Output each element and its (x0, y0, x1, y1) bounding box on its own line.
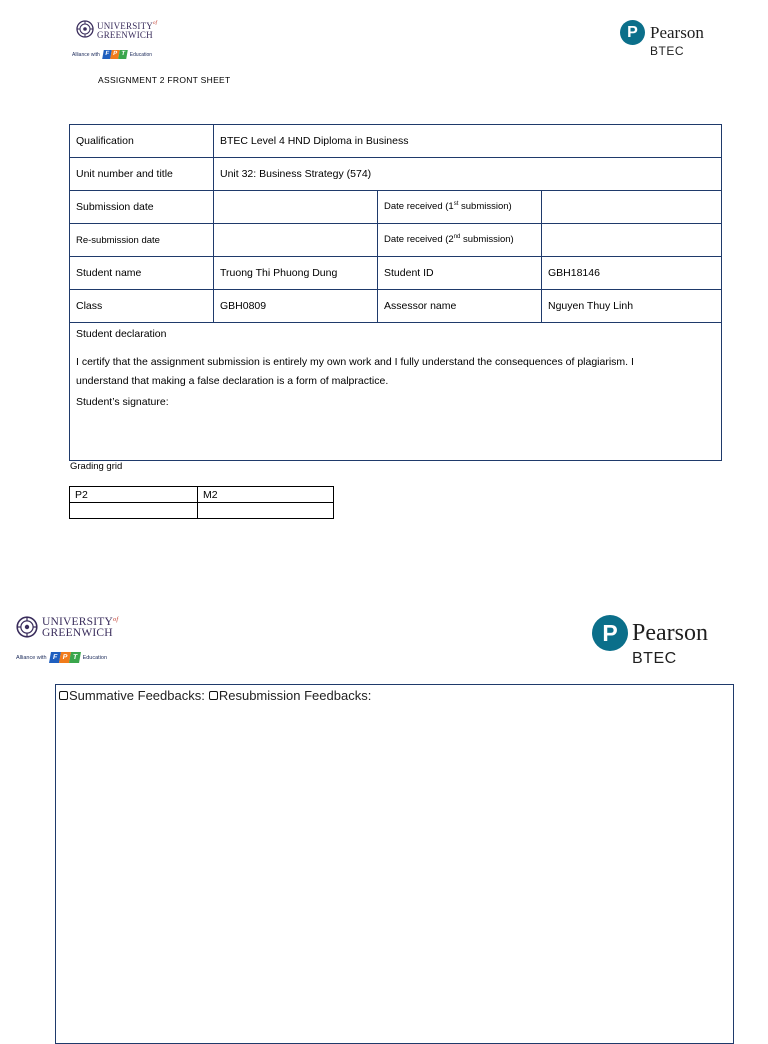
university-name-line1: UNIVERSITY (42, 616, 113, 628)
qualification-row (70, 125, 722, 158)
grade-header-m2: M2 (198, 487, 334, 503)
pearson-btec-logo (620, 20, 720, 60)
student-name-label: Student name (70, 257, 214, 290)
declaration-title: Student declaration (76, 328, 167, 340)
fpt-logo (103, 50, 127, 59)
resubmission-row (70, 224, 722, 257)
front-sheet-title: ASSIGNMENT 2 FRONT SHEET (98, 75, 231, 85)
summative-feedback-checkbox[interactable] (59, 691, 68, 700)
assessor-label: Assessor name (378, 290, 542, 323)
pearson-wordmark: Pearson (632, 620, 708, 646)
declaration-line-1: I certify that the assignment submission is entirely my own work and I fully understand the consequences of plagiarism. I (76, 356, 634, 368)
unit-value: Unit 32: Business Strategy (574) (214, 158, 722, 191)
submission-date-value (214, 191, 378, 224)
student-name-value: Truong Thi Phuong Dung (214, 257, 378, 290)
fpt-letter-p: P (59, 652, 71, 663)
university-name-line2: GREENWICH (97, 30, 153, 40)
submission-row (70, 191, 722, 224)
resubmission-date-value (214, 224, 378, 257)
pearson-wordmark: Pearson (650, 23, 704, 42)
fpt-letter-f: F (49, 652, 61, 663)
resubmission-date-label: Re-submission date (70, 224, 214, 257)
university-name-of: of (153, 21, 158, 26)
alliance-prefix: Alliance with (72, 51, 100, 58)
grading-grid-table (69, 486, 334, 519)
grading-grid-value-row (70, 503, 334, 519)
date-received-second-sup: nd (453, 234, 461, 241)
fpt-logo (50, 652, 80, 663)
student-row (70, 257, 722, 290)
alliance-suffix: Education (129, 51, 153, 58)
university-crest-icon (16, 616, 38, 638)
fpt-letter-p: P (110, 50, 120, 59)
btec-wordmark: BTEC (632, 650, 677, 667)
date-received-first-prefix: Date received (1 (384, 201, 454, 213)
qualification-label: Qualification (70, 125, 214, 158)
grading-grid-label: Grading grid (70, 461, 123, 472)
pearson-btec-logo-page2 (592, 615, 722, 671)
date-received-second-suffix: submission) (460, 234, 514, 246)
date-received-first-sup: st (453, 201, 459, 208)
date-received-first-label (378, 191, 542, 224)
grade-value-m2[interactable] (198, 503, 334, 519)
qualification-value: BTEC Level 4 HND Diploma in Business (214, 125, 722, 158)
student-id-label: Student ID (378, 257, 542, 290)
university-name-line2: GREENWICH (42, 627, 113, 639)
student-declaration-cell (70, 323, 722, 461)
declaration-line-2: understand that making a false declaration is a form of malpractice. (76, 375, 389, 387)
student-id-value: GBH18146 (542, 257, 722, 290)
fpt-letter-f: F (102, 50, 112, 59)
class-row (70, 290, 722, 323)
grading-grid-header-row (70, 487, 334, 503)
university-name-of: of (113, 616, 119, 623)
alliance-suffix: Education (82, 654, 108, 661)
pearson-p-icon: P (592, 615, 628, 651)
date-received-second-value (542, 224, 722, 257)
alliance-prefix: Alliance with (16, 654, 47, 661)
submission-date-label: Submission date (70, 191, 214, 224)
grade-header-p2: P2 (70, 487, 198, 503)
assessor-value: Nguyen Thuy Linh (542, 290, 722, 323)
resubmission-feedback-checkbox[interactable] (209, 691, 218, 700)
front-sheet-table (69, 124, 722, 461)
resubmission-feedback-label: Resubmission Feedbacks: (218, 688, 372, 703)
fpt-alliance-line (72, 50, 152, 59)
date-received-first-value (542, 191, 722, 224)
class-label: Class (70, 290, 214, 323)
pearson-p-icon: P (620, 20, 645, 45)
student-signature-label: Student’s signature: (76, 396, 169, 408)
class-value: GBH0809 (214, 290, 378, 323)
university-name-line1: UNIVERSITY (97, 21, 153, 31)
feedback-header (59, 688, 371, 703)
summative-feedback-label: Summative Feedbacks: (69, 688, 205, 703)
university-of-greenwich-logo-page2 (16, 616, 136, 668)
fpt-letter-t: T (118, 50, 128, 59)
university-crest-icon (76, 20, 94, 38)
unit-row (70, 158, 722, 191)
grade-value-p2[interactable] (70, 503, 198, 519)
date-received-second-label (378, 224, 542, 257)
declaration-row (70, 323, 722, 461)
date-received-second-prefix: Date received (2 (384, 234, 454, 246)
fpt-letter-t: T (69, 652, 81, 663)
btec-wordmark: BTEC (650, 44, 685, 58)
feedback-box[interactable] (55, 684, 734, 1044)
unit-label: Unit number and title (70, 158, 214, 191)
date-received-first-suffix: submission) (458, 201, 512, 213)
university-of-greenwich-logo (72, 20, 176, 62)
fpt-alliance-line (16, 652, 107, 663)
